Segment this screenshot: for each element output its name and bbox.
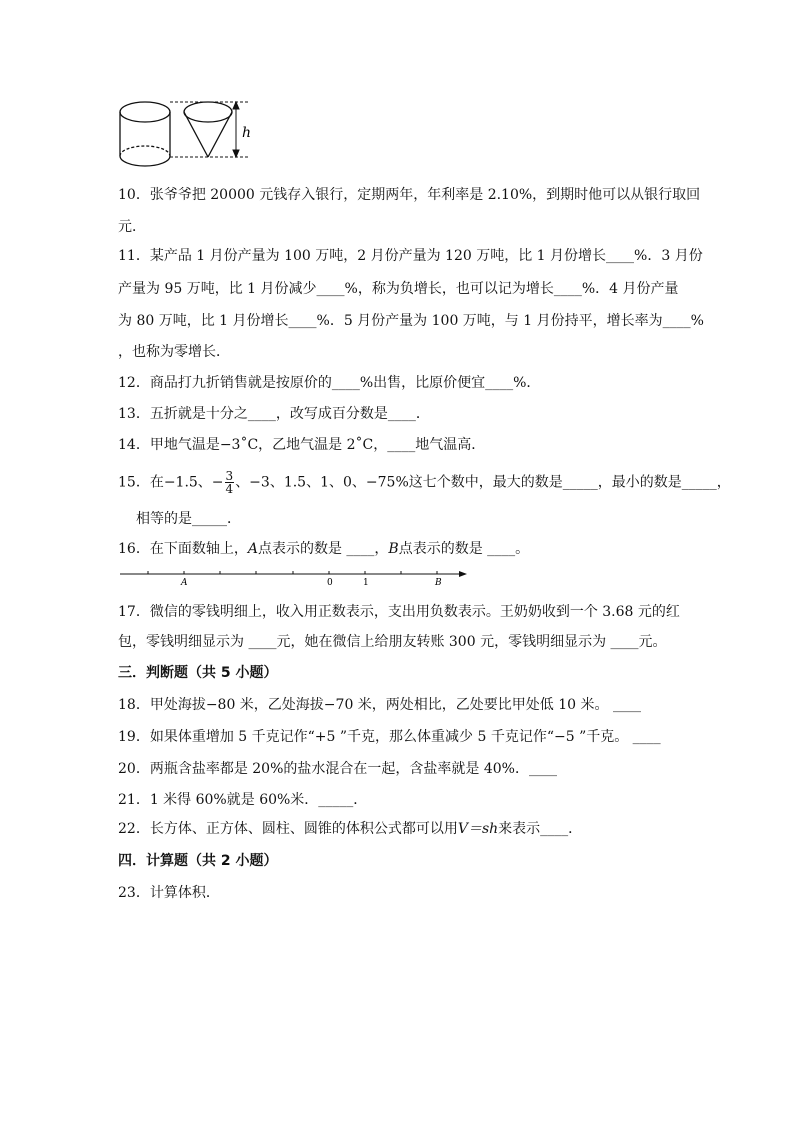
question-11-line-3: 为 80 万吨，比 1 月份增长____%．5 月份产量为 100 万吨，与 1 月份持平，增长率为____% [118, 313, 704, 329]
point-b-label: B [388, 541, 399, 557]
question-17-line-1: 17．微信的零钱明细上，收入用正数表示，支出用负数表示。王奶奶收到一个 3.68 元的红 [118, 604, 680, 620]
axis-label-one: 1 [363, 578, 369, 588]
point-a-label: A [247, 541, 258, 557]
question-16-suffix: 点表示的数是 ____。 [398, 541, 530, 557]
question-12: 12．商品打九折销售就是按原价的____%出售，比原价便宜____%． [118, 375, 541, 391]
height-dashed-guides [170, 102, 250, 157]
question-11-line-2: 产量为 95 万吨，比 1 月份减少____%，称为负增长，也可以记为增长____%．4 月份产量 [118, 281, 679, 297]
cylinder-shape [120, 102, 170, 166]
question-18: 18．甲处海拔−80 米，乙处海拔−70 米，两处相比，乙处要比甲处低 10 米。 ____ [118, 697, 641, 713]
axis-label-zero: 0 [327, 578, 333, 588]
cylinder-cone-figure [115, 98, 265, 168]
question-22-prefix: 22．长方体、正方体、圆柱、圆锥的体积公式都可以用 [118, 821, 458, 837]
section-3-heading: 三．判断题（共 5 小题） [118, 665, 278, 681]
volume-formula: V＝sh [457, 821, 499, 837]
question-11-line-4: ，也称为零增长． [118, 344, 230, 360]
height-arrow [233, 102, 239, 157]
question-16-prefix: 16．在下面数轴上， [118, 541, 248, 557]
question-22-suffix: 来表示____． [498, 821, 583, 837]
fraction-three-quarters [225, 470, 235, 495]
fraction-denominator: 4 [225, 482, 234, 496]
question-15-suffix: 、−3、1.5、1、0、−75%这七个数中，最大的数是_____，最小的数是_____， [235, 474, 731, 491]
cone-shape [184, 102, 232, 157]
question-16 [118, 539, 529, 559]
axis-label-a: A [181, 578, 188, 588]
height-label: h [242, 125, 252, 141]
question-17-line-2: 包，零钱明细显示为 ____元，她在微信上给朋友转账 300 元，零钱明细显示为 ____元。 [118, 634, 667, 650]
question-16-middle: 点表示的数是 ____， [257, 541, 389, 557]
question-19: 19．如果体重增加 5 千克记作“+5 ”千克，那么体重减少 5 千克记作“−5 ”千克。 ____ [118, 729, 661, 745]
question-22 [118, 819, 582, 839]
section-4-heading: 四．计算题（共 2 小题） [118, 853, 278, 869]
number-line-arrowhead [459, 571, 467, 577]
question-15-line-1 [118, 470, 731, 495]
question-10-line-1: 10．张爷爷把 20000 元钱存入银行，定期两年，年利率是 2.10%，到期时他可以从银行取回 [118, 187, 701, 203]
fraction-numerator: 3 [225, 469, 234, 483]
question-21: 21．1 米得 60%就是 60%米．_____． [118, 792, 368, 808]
question-11-line-1: 11．某产品 1 月份产量为 100 万吨，2 月份产量为 120 万吨，比 1 月份增长____%．3 月份 [118, 248, 703, 264]
question-10-line-2: 元． [118, 219, 146, 235]
axis-label-b: B [435, 578, 442, 588]
question-20: 20．两瓶含盐率都是 20%的盐水混合在一起，含盐率就是 40%．____ [118, 761, 557, 777]
question-15-prefix: 15．在−1.5、− [118, 474, 224, 491]
question-15-line-2: 相等的是_____． [136, 511, 241, 527]
question-23: 23．计算体积． [118, 885, 220, 901]
question-13: 13．五折就是十分之____，改写成百分数是____． [118, 406, 430, 422]
question-14: 14．甲地气温是−3˚C，乙地气温是 2˚C，____地气温高． [118, 437, 486, 453]
number-line [118, 568, 478, 590]
